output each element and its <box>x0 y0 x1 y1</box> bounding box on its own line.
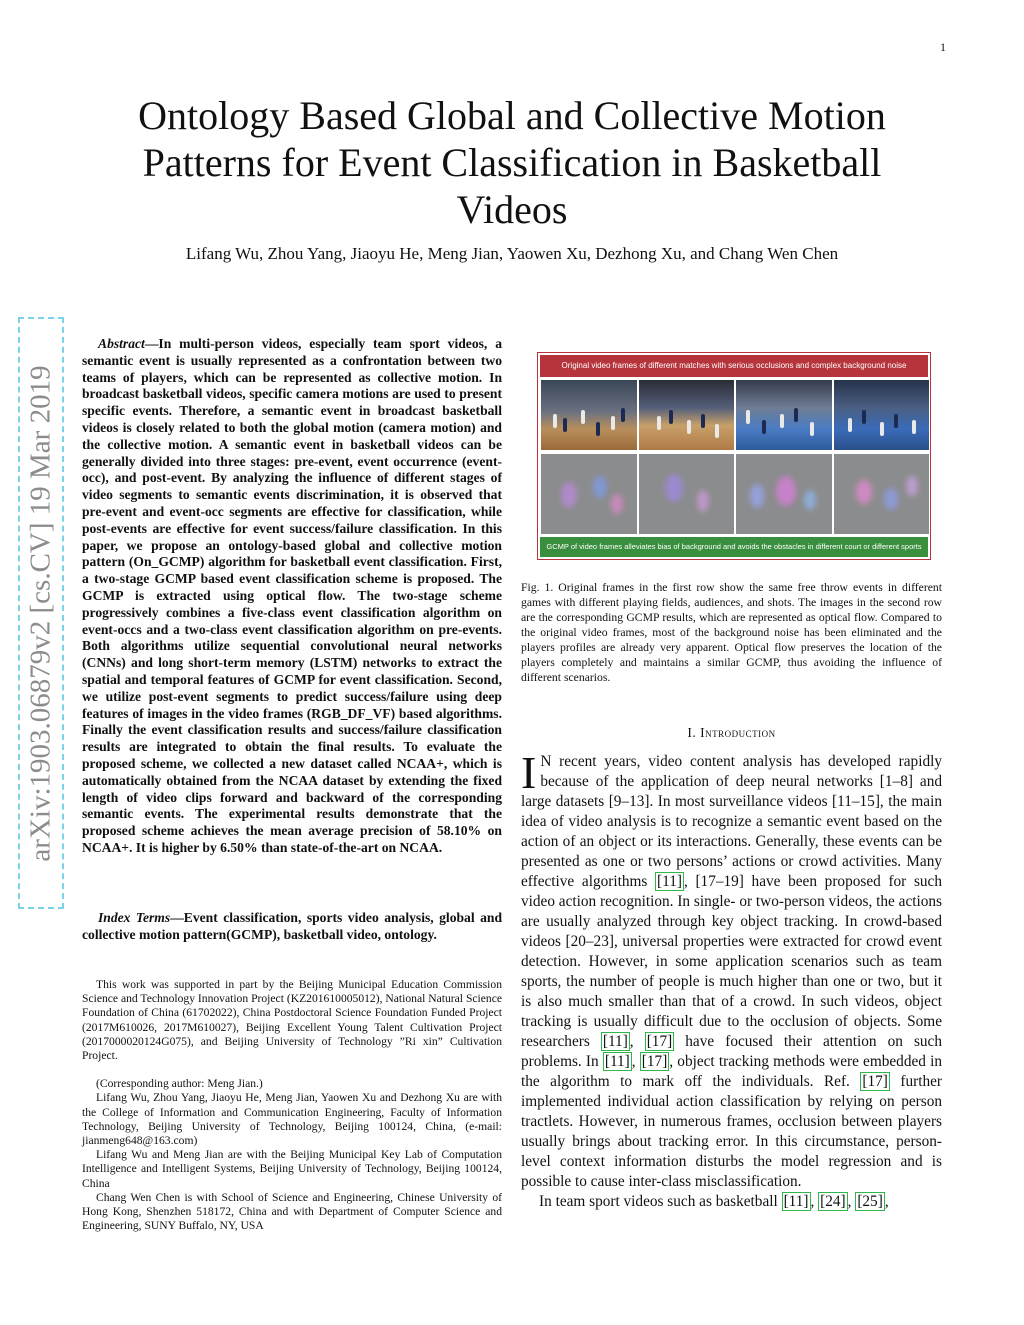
abstract <box>82 336 502 857</box>
arxiv-stamp <box>18 317 64 909</box>
citation-link-11[interactable]: [11] <box>602 1033 628 1050</box>
section-number: I. <box>687 725 697 740</box>
index-terms-label: Index Terms <box>98 910 171 925</box>
figure-caption: Fig. 1. Original frames in the first row show the same free throw events in different games with different playing fields, audiences, and shots. The images in the second row are the corresponding GCMP results, which are represented as optical flow. Compared to the original video frames, most of the background noise has been eliminated and the players profiles are already very apparent. Optical flow preserves the location of the players completely and maintains a similar GCMP, thus avoiding the influence of different scenarios. <box>521 581 942 684</box>
intro-paragraph-2: In team sport videos such as basketball [11] , [24] , [25] , <box>539 1193 889 1210</box>
gcmp-frames-row <box>541 454 929 534</box>
abstract-text: —In multi-person videos, especially team sport videos, a semantic event is usually represented as a confrontation between two teams of players, which can be represented as collective motion. In broadcast basketball videos, specific camera motions are used to present specific events. Therefore, a semantic event in broadcast basketball videos is closely related to both the global motion (camera motion) and the collective motion. A semantic event in basketball videos can be generally divided into three stages: pre-event, event occurrence (event-occ), and post-event. By analyzing the influence of different stages of video segments to semantic events discrimination, it is observed that pre-event and event-occ segments are effective for classification, while post-events are effective for event success/failure classification. In this paper, we propose an ontology-based global and collective motion pattern (On_GCMP) algorithm for basketball event classification. First, a two-stage GCMP based event classification scheme is proposed. The GCMP is extracted using optical flow. The two-stage scheme progressively combines a five-class event classification algorithm on event-occs and a two-class event classification algorithm on pre-events. Both algorithms utilize sequential convolutional neural networks (CNNs) and long short-term memory (LSTM) networks to extract the spatial and temporal features of GCMP for event classification. Second, we utilize post-event segments to predict success/failure using deep features of images in the video frames (RGB_DF_VF) based algorithms. Finally the event classification results and success/failure classification results are integrated to obtain the final results. To evaluate the proposed scheme, we collected a new dataset called NCAA+, which is automatically obtained from the NCAA dataset by extending the fixed length of video clips forward and backward of the corresponding semantic events. The experimental results demonstrate that the proposed scheme achieves the mean average precision of 58.10% on NCAA+. It is higher by 6.50% than state-of-the-art on NCAA. <box>82 336 502 855</box>
footnote-affiliation-2: Lifang Wu and Meng Jian are with the Beijing Municipal Key Lab of Computation Intelligence and Intelligent Systems, Beijing University of Technology, Beijing 100124, China <box>82 1148 502 1190</box>
section-heading <box>521 725 942 741</box>
page-number: 1 <box>940 40 946 54</box>
gcmp-image <box>834 454 930 534</box>
gcmp-image <box>541 454 637 534</box>
video-frame-image <box>736 380 832 450</box>
citation-link-17[interactable]: [17] <box>862 1073 888 1090</box>
arxiv-stamp-text: arXiv:1903.06879v2 [cs.CV] 19 Mar 2019 <box>24 364 57 862</box>
section-title: Introduction <box>700 725 776 740</box>
footnote-affiliation-1: Lifang Wu, Zhou Yang, Jiaoyu He, Meng Jian, Yaowen Xu and Dezhong Xu are with the College of Information and Communication Engineering, Faculty of Information Technology, Beijing University of Technology, Beijing 100124, China, (e-mail: jianmeng648@163.com) <box>82 1091 502 1148</box>
citation-link-11[interactable]: [11] <box>657 873 682 890</box>
citation-link-17[interactable]: [17] <box>641 1053 668 1070</box>
index-terms-text: —Event classification, sports video analysis, global and collective motion pattern(GCMP), basketball video, ontology. <box>82 910 503 942</box>
video-frame-image <box>834 380 930 450</box>
citation-link-17[interactable]: [17] <box>646 1033 673 1050</box>
intro-paragraph-1: I N recent years, video content analysis has developed rapidly because of the application of deep neural networks [1–8] and large datasets [9–13]. In most surveillance videos [11–15], the main idea of video analysis is to recognize a semantic event based on the action of an object or its interactions. Generally, these events can be presented as one or two persons’ actions or crowd activities. Many effective algorithms [11] , [17–19] have been proposed for such video action recognition. In single- or two-person videos, the actions are usually analyzed through key object tracking. In crowd-based videos [20–23], universal properties were extracted for crowd event detection. However, in some application scenarios such as team sports, the number of people is much higher than one or two, but it is also much smaller than that of a crowd. In such videos, object tracking is usually difficult due to the occlusion of objects. Some researchers [11] , [17] have focused their attention on such problems. In [11] , [17] , object tracking methods were embedded in the algorithm to mark off the individuals. Ref. [17] further implemented individual action classification by relying on person tractlets. However, in numerous frames, occlusion between players usually brings about tracking error. In this circumstance, person-level context information disturbs the model regression and is possible to cause inter-class misclassification. <box>521 747 942 1190</box>
author-list: Lifang Wu, Zhou Yang, Jiaoyu He, Meng Jian, Yaowen Xu, Dezhong Xu, and Chang Wen Chen <box>185 244 839 263</box>
video-frame-image <box>639 380 735 450</box>
paper-title: Ontology Based Global and Collective Motion Patterns for Event Classification in Basketball Videos <box>138 93 886 232</box>
introduction-body <box>521 747 942 1212</box>
abstract-label: Abstract <box>98 336 145 351</box>
figure-top-banner: Original video frames of different matches with serious occlusions and complex background noise <box>540 355 928 377</box>
original-frames-row <box>541 380 929 450</box>
footnotes <box>82 978 502 1233</box>
video-frame-image <box>541 380 637 450</box>
citation-link-11[interactable]: [11] <box>783 1193 809 1210</box>
footnote-funding: This work was supported in part by the Beijing Municipal Education Commission Science and Technology Innovation Project (KZ201610005012), National Natural Science Foundation of China (61702022), China Postdoctoral Science Foundation Funded Project (2017M610026, 2017M610027), Beijing Excellent Young Talent Cultivation Project (2017000020124G075), and Beijing University of Technology ”Ri xin” Cultivation Project. <box>82 978 502 1063</box>
citation-link-25[interactable]: [25] <box>857 1193 883 1210</box>
figure-bottom-banner: GCMP of video frames alleviates bias of background and avoids the obstacles in different court or different sports wears <box>540 537 928 557</box>
citation-link-11[interactable]: [11] <box>604 1053 630 1070</box>
footnote-affiliation-3: Chang Wen Chen is with School of Science and Engineering, Chinese University of Hong Kong, Shenzhen 518172, China and with Department of Computer Science and Engineering, SUNY Buffalo, NY, USA <box>82 1190 502 1233</box>
figure-1 <box>537 352 931 571</box>
footnote-corresponding-author: (Corresponding author: Meng Jian.) <box>96 1077 263 1091</box>
index-terms <box>82 910 502 944</box>
gcmp-image <box>639 454 735 534</box>
citation-link-24[interactable]: [24] <box>820 1193 846 1210</box>
gcmp-image <box>736 454 832 534</box>
drop-cap: I <box>521 747 537 798</box>
